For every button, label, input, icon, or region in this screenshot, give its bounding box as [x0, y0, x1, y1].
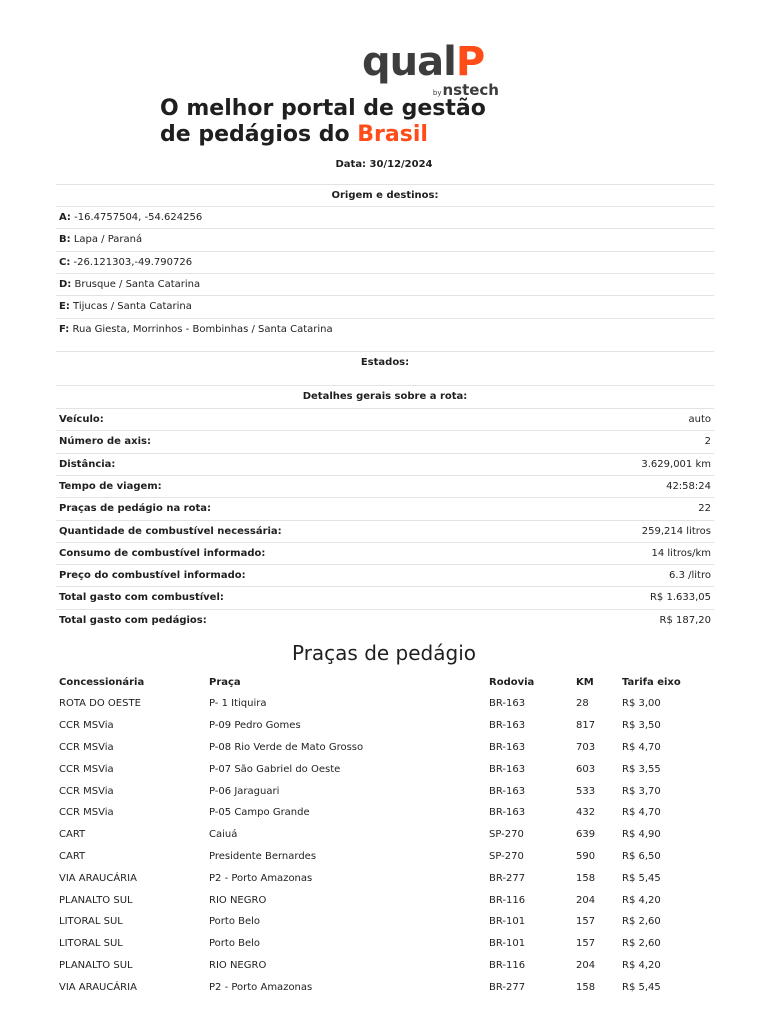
table-cell: P-09 Pedro Gomes [209, 720, 301, 732]
table-cell: BR-101 [489, 916, 526, 928]
table-cell: R$ 4,20 [622, 959, 661, 971]
table-row [56, 737, 714, 759]
origin-row [56, 206, 714, 228]
table-cell: BR-277 [489, 872, 526, 884]
report-date: Data: 30/12/2024 [335, 159, 433, 170]
table-cell: CCR MSVia [59, 763, 114, 775]
detail-value: 14 litros/km [651, 547, 711, 559]
table-cell: R$ 3,55 [622, 763, 661, 775]
table-cell: PLANALTO SUL [59, 959, 133, 971]
detail-value: 42:58:24 [666, 480, 711, 492]
qualp-logo [362, 40, 507, 98]
detail-row [56, 453, 714, 475]
origins-title: Origem e destinos: [56, 184, 714, 206]
tolls-header-row [56, 671, 714, 693]
table-row [56, 824, 714, 846]
detail-key: Veículo: [59, 414, 104, 425]
detail-key: Distância: [59, 458, 116, 470]
table-cell: CART [59, 829, 86, 841]
tagline-line1: O melhor portal de gestão [160, 96, 486, 121]
detail-row [56, 586, 714, 608]
origin-label: F: [59, 323, 70, 335]
detail-row [56, 408, 714, 430]
table-cell: BR-163 [489, 807, 526, 819]
table-cell: P-06 Jaraguari [209, 785, 280, 797]
origin-row [56, 295, 714, 317]
table-row [56, 693, 714, 715]
table-cell: R$ 5,45 [622, 981, 661, 993]
states-title: Estados: [56, 351, 714, 373]
table-cell: 204 [576, 959, 596, 971]
origin-text [59, 274, 200, 295]
table-cell: P-07 São Gabriel do Oeste [209, 763, 341, 775]
table-cell: P- 1 Itiquira [209, 698, 267, 710]
logo-by: by [432, 89, 442, 97]
origin-value: Lapa / Paraná [73, 234, 143, 246]
detail-value: 2 [704, 436, 711, 448]
table-cell: R$ 4,70 [622, 807, 661, 819]
detail-value: 3.629,001 km [641, 458, 711, 470]
detail-key: Número de axis: [59, 436, 151, 448]
origin-text [59, 296, 192, 317]
origin-text [59, 229, 142, 250]
detail-value: R$ 1.633,05 [649, 592, 711, 604]
table-cell: 590 [576, 850, 596, 862]
tolls-title: Praças de pedágio [291, 641, 476, 665]
table-row [56, 780, 714, 802]
table-row [56, 911, 714, 933]
detail-value: 22 [698, 503, 711, 515]
table-cell: SP-270 [489, 850, 524, 862]
table-cell: 157 [576, 916, 596, 928]
detail-row [56, 609, 714, 631]
table-cell: CCR MSVia [59, 741, 114, 753]
table-cell: BR-163 [489, 698, 526, 710]
tagline [160, 96, 560, 148]
table-cell: SP-270 [489, 829, 524, 841]
origin-text [59, 252, 192, 273]
detail-row [56, 430, 714, 452]
logo-p: P [455, 39, 485, 85]
table-cell: 639 [576, 829, 596, 841]
table-row [56, 889, 714, 911]
table-cell: Caiuá [209, 829, 238, 841]
detail-key: Preço do combustível informado: [59, 570, 246, 582]
table-cell: R$ 4,20 [622, 894, 661, 906]
table-cell: PLANALTO SUL [59, 894, 133, 906]
tolls-header-cell: Rodovia [489, 676, 535, 688]
table-cell: LITORAL SUL [59, 916, 123, 928]
table-cell: VIA ARAUCÁRIA [59, 872, 137, 884]
table-cell: R$ 5,45 [622, 872, 661, 884]
table-cell: R$ 3,50 [622, 720, 661, 732]
tolls-header-cell: Concessionária [59, 676, 145, 688]
detail-key: Total gasto com pedágios: [59, 614, 207, 626]
table-cell: CART [59, 850, 86, 862]
table-cell: BR-277 [489, 981, 526, 993]
table-cell: RIO NEGRO [209, 959, 267, 971]
table-cell: BR-101 [489, 938, 526, 950]
tagline-line2: de pedágios do [160, 122, 358, 147]
table-cell: 204 [576, 894, 596, 906]
table-cell: CCR MSVia [59, 720, 114, 732]
table-cell: 28 [576, 698, 589, 710]
tolls-header-cell: KM [576, 676, 594, 688]
detail-value: 259,214 litros [641, 525, 711, 537]
table-row [56, 802, 714, 824]
table-cell: 603 [576, 763, 596, 775]
table-cell: RIO NEGRO [209, 894, 267, 906]
table-row [56, 933, 714, 955]
table-cell: P2 - Porto Amazonas [209, 981, 313, 993]
table-cell: P-08 Rio Verde de Mato Grosso [209, 741, 364, 753]
table-cell: P-05 Campo Grande [209, 807, 310, 819]
table-cell: Porto Belo [209, 938, 261, 950]
origin-value: -26.121303,-49.790726 [73, 256, 193, 268]
table-cell: ROTA DO OESTE [59, 698, 141, 710]
origin-value: Tijucas / Santa Catarina [73, 301, 192, 313]
table-cell: CCR MSVia [59, 807, 114, 819]
detail-key: Praças de pedágio na rota: [59, 503, 212, 515]
detail-key: Tempo de viagem: [59, 480, 162, 492]
origin-label: E: [59, 301, 70, 313]
origin-value: Rua Giesta, Morrinhos - Bombinhas / Santa Catarina [72, 323, 333, 335]
table-cell: 158 [576, 872, 596, 884]
detail-row [56, 475, 714, 497]
detail-row [56, 564, 714, 586]
logo-brand: nstech [442, 81, 499, 99]
table-cell: R$ 2,60 [622, 916, 661, 928]
table-cell: R$ 4,90 [622, 829, 661, 841]
table-cell: BR-163 [489, 741, 526, 753]
table-row [56, 846, 714, 868]
detail-value: 6.3 /litro [669, 570, 711, 582]
origin-label: C: [59, 256, 71, 268]
detail-value: auto [688, 414, 711, 425]
table-cell: BR-163 [489, 785, 526, 797]
table-cell: R$ 3,70 [622, 785, 661, 797]
tagline-highlight: Brasil [357, 122, 428, 147]
detail-row [56, 542, 714, 564]
origin-row [56, 318, 714, 340]
table-row [56, 976, 714, 998]
detail-row [56, 520, 714, 542]
table-cell: BR-116 [489, 959, 526, 971]
table-row [56, 955, 714, 977]
table-cell: CCR MSVia [59, 785, 114, 797]
origin-value: Brusque / Santa Catarina [74, 278, 201, 290]
origin-text [59, 319, 333, 340]
table-cell: R$ 6,50 [622, 850, 661, 862]
origin-label: D: [59, 278, 72, 290]
tolls-header-cell: Tarifa eixo [622, 676, 681, 688]
table-cell: 533 [576, 785, 596, 797]
origin-label: B: [59, 234, 71, 246]
origin-text [59, 207, 202, 228]
table-row [56, 867, 714, 889]
origin-value: -16.4757504, -54.624256 [74, 212, 203, 223]
detail-key: Consumo de combustível informado: [59, 547, 266, 559]
table-cell: R$ 4,70 [622, 741, 661, 753]
table-cell: VIA ARAUCÁRIA [59, 981, 137, 993]
table-cell: 432 [576, 807, 596, 819]
origin-label: A: [59, 212, 71, 223]
table-row [56, 758, 714, 780]
table-cell: R$ 3,00 [622, 698, 661, 710]
tolls-header-cell: Praça [209, 676, 241, 688]
detail-value: R$ 187,20 [659, 614, 711, 626]
origin-row [56, 273, 714, 295]
tolls-body [56, 693, 714, 998]
details-title: Detalhes gerais sobre a rota: [56, 385, 714, 407]
table-cell: 703 [576, 741, 596, 753]
table-cell: 158 [576, 981, 596, 993]
table-row [56, 715, 714, 737]
logo-word: qual [362, 39, 456, 85]
table-cell: BR-116 [489, 894, 526, 906]
table-cell: BR-163 [489, 763, 526, 775]
table-cell: Presidente Bernardes [209, 850, 317, 862]
origin-row [56, 251, 714, 273]
tolls-table [56, 671, 714, 998]
table-cell: 157 [576, 938, 596, 950]
table-cell: P2 - Porto Amazonas [209, 872, 313, 884]
table-cell: LITORAL SUL [59, 938, 123, 950]
detail-key: Quantidade de combustível necessária: [59, 525, 282, 537]
detail-row [56, 497, 714, 519]
detail-key: Total gasto com combustível: [59, 592, 224, 604]
table-cell: 817 [576, 720, 596, 732]
table-cell: Porto Belo [209, 916, 261, 928]
table-cell: R$ 2,60 [622, 938, 661, 950]
origin-row [56, 228, 714, 250]
table-cell: BR-163 [489, 720, 526, 732]
